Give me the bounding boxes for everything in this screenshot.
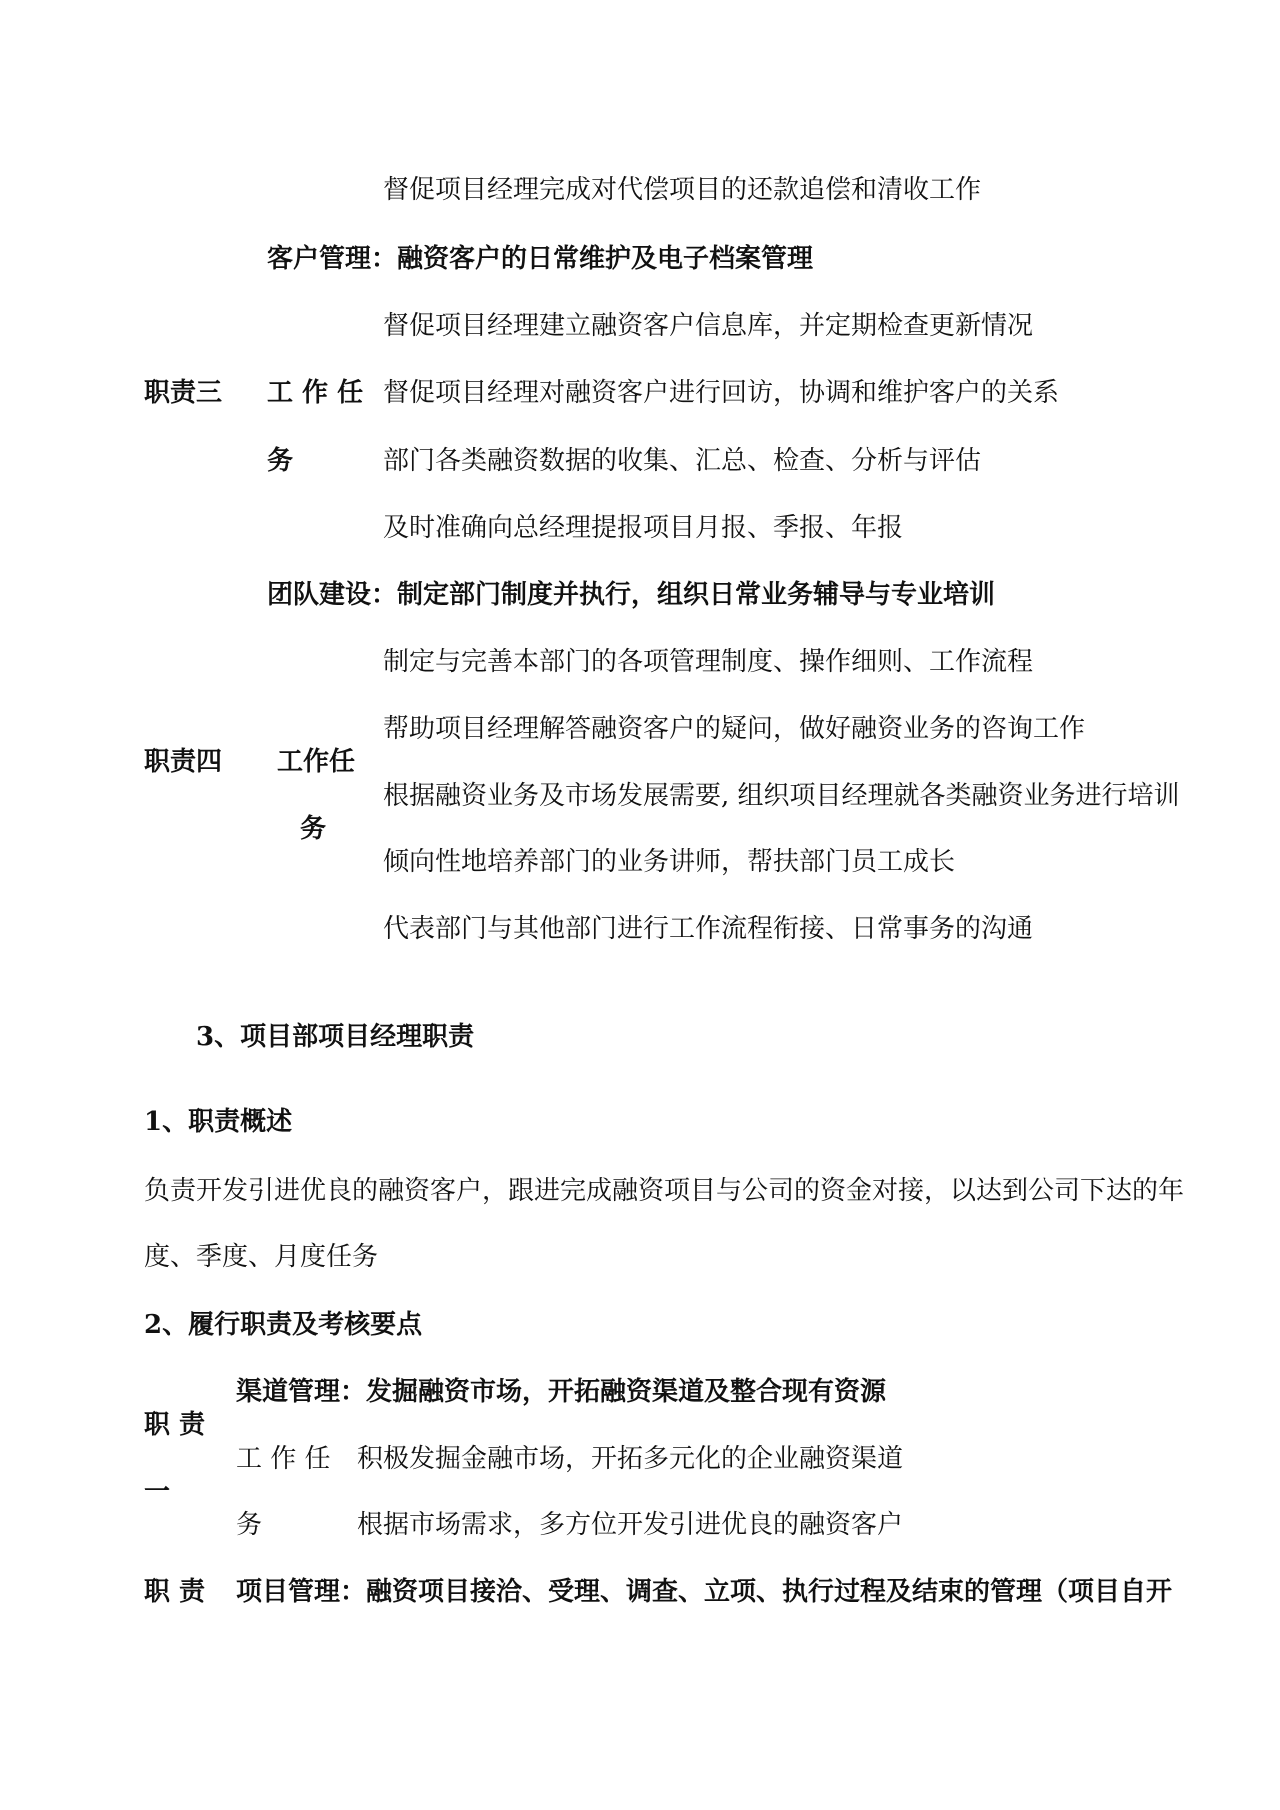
overview-text: 度、季度、月度任务 xyxy=(144,1242,379,1272)
section-title: 3、项目部项目经理职责 xyxy=(196,1022,475,1052)
duty2-heading: 项目管理：融资项目接洽、受理、调查、立项、执行过程及结束的管理（项目自开 xyxy=(236,1577,1173,1607)
task-line: 根据市场需求，多方位开发引进优良的融资客户 xyxy=(357,1510,904,1540)
overview-text: 负责开发引进优良的融资客户，跟进完成融资项目与公司的资金对接，以达到公司下达的年 xyxy=(144,1176,1185,1206)
points-heading: 2、履行职责及考核要点 xyxy=(144,1310,423,1340)
task-line: 督促项目经理完成对代偿项目的还款追偿和清收工作 xyxy=(383,175,982,205)
task-line: 及时准确向总经理提报项目月报、季报、年报 xyxy=(383,513,904,543)
task-line: 部门各类融资数据的收集、汇总、检查、分析与评估 xyxy=(383,446,982,476)
duty3-heading: 客户管理：融资客户的日常维护及电子档案管理 xyxy=(267,244,814,274)
task-label: 务 xyxy=(300,814,327,844)
duty4-label: 职责四 xyxy=(144,747,223,777)
task-label: 务 xyxy=(267,446,294,476)
task-line: 帮助项目经理解答融资客户的疑问，做好融资业务的咨询工作 xyxy=(383,714,1086,744)
task-line: 积极发掘金融市场，开拓多元化的企业融资渠道 xyxy=(357,1444,904,1474)
task-line: 倾向性地培养部门的业务讲师，帮扶部门员工成长 xyxy=(383,847,956,877)
task-line: 督促项目经理对融资客户进行回访，协调和维护客户的关系 xyxy=(383,378,1060,408)
task-label: 务 xyxy=(236,1510,263,1540)
duty1-heading: 渠道管理：发掘融资市场，开拓融资渠道及整合现有资源 xyxy=(236,1377,887,1407)
duty1-label: 职 责 xyxy=(144,1410,206,1440)
task-line: 根据融资业务及市场发展需要, 组织项目经理就各类融资业务进行培训 xyxy=(383,781,1180,811)
duty1-label: 一 xyxy=(144,1477,171,1507)
task-line: 制定与完善本部门的各项管理制度、操作细则、工作流程 xyxy=(383,647,1034,677)
task-label: 工作任 xyxy=(277,747,356,777)
overview-heading: 1、职责概述 xyxy=(144,1107,293,1137)
duty2-label: 职 责 xyxy=(144,1577,206,1607)
task-label: 工 作 任 xyxy=(267,378,364,408)
duty3-label: 职责三 xyxy=(144,378,223,408)
task-label: 工 作 任 xyxy=(236,1444,331,1474)
task-line: 代表部门与其他部门进行工作流程衔接、日常事务的沟通 xyxy=(383,914,1034,944)
duty4-heading: 团队建设：制定部门制度并执行，组织日常业务辅导与专业培训 xyxy=(267,580,996,610)
task-line: 督促项目经理建立融资客户信息库，并定期检查更新情况 xyxy=(383,311,1034,341)
